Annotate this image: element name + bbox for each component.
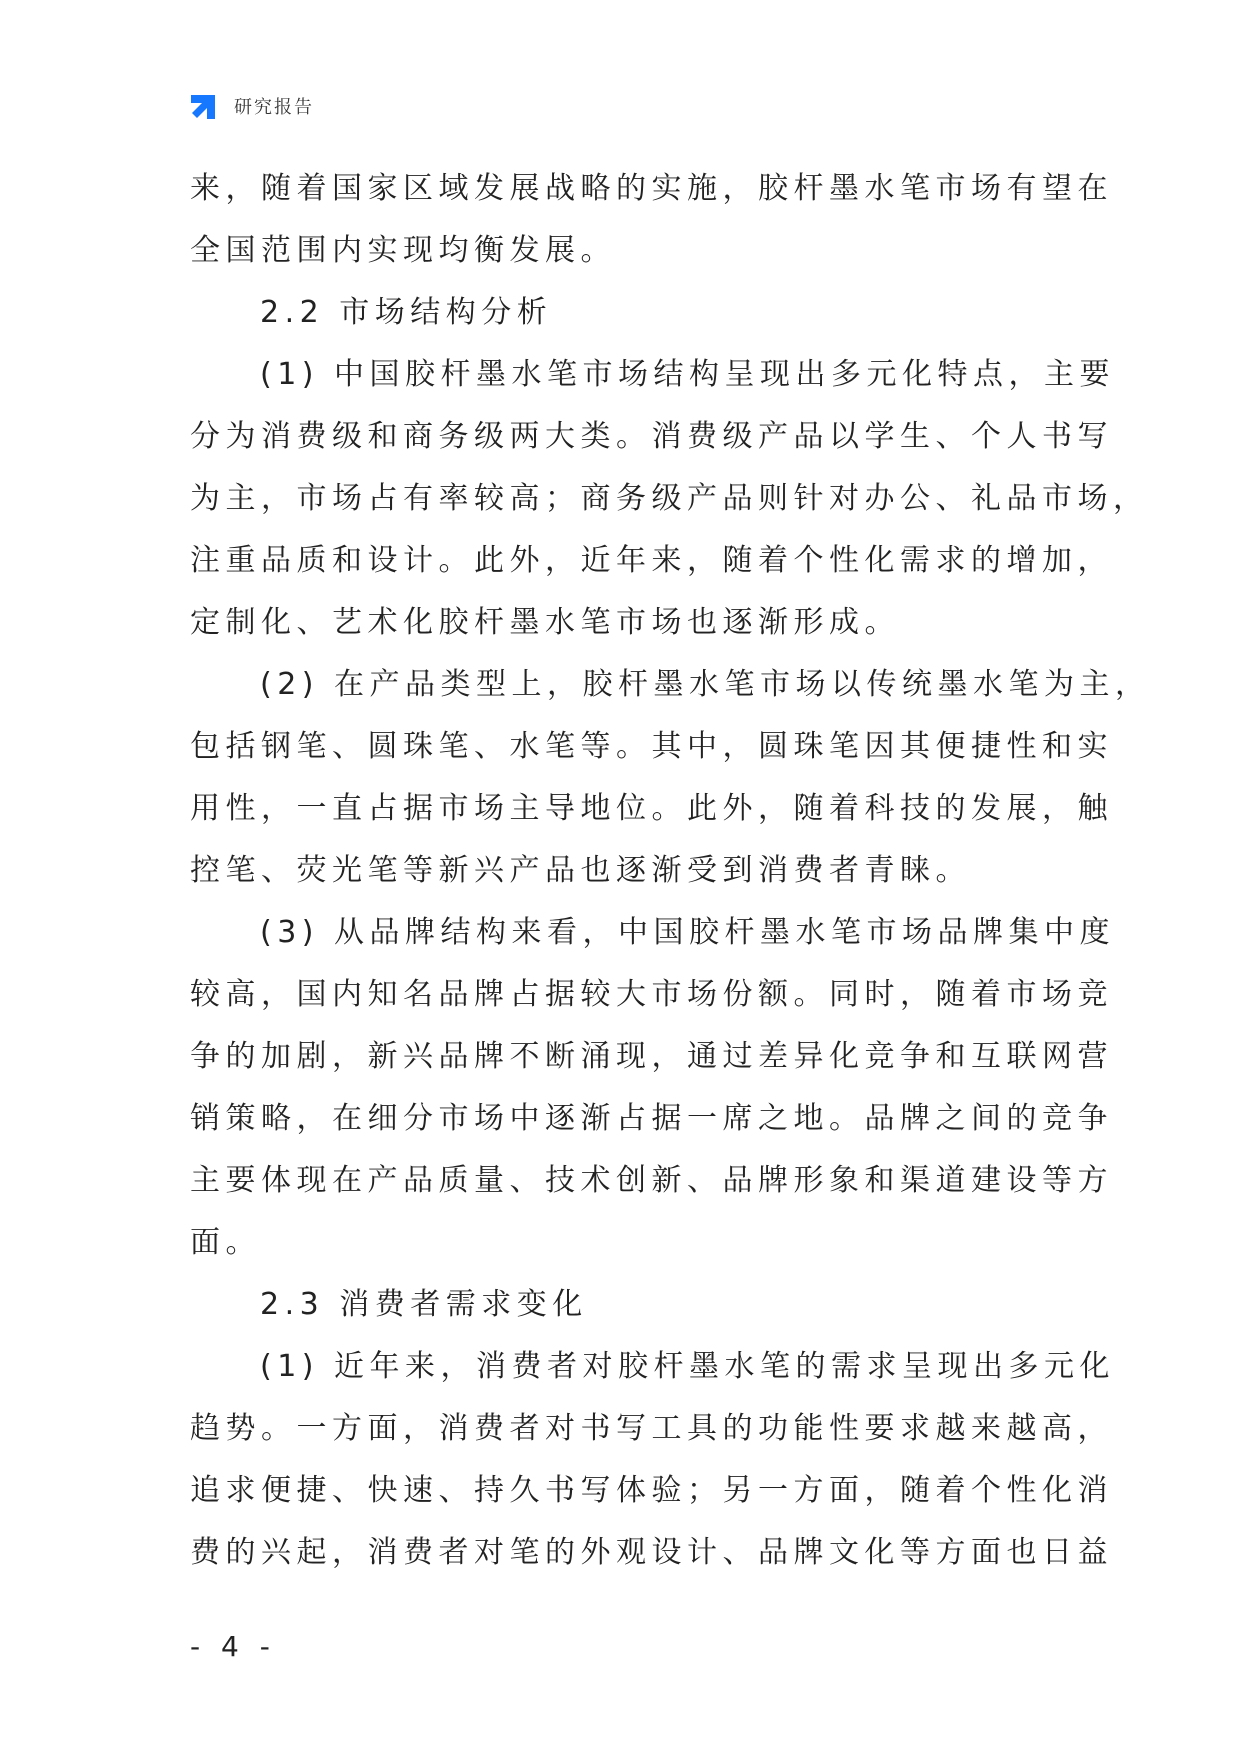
body-line: 控笔、荧光笔等新兴产品也逐渐受到消费者青睐。 [190,853,971,888]
body-line: 来，随着国家区域发展战略的实施，胶杆墨水笔市场有望在 [190,171,1113,206]
body-line: 主要体现在产品质量、技术创新、品牌形象和渠道建设等方 [190,1163,1113,1198]
body-line: 销策略，在细分市场中逐渐占据一席之地。品牌之间的竞争 [190,1101,1113,1136]
header-title: 研究报告 [234,97,314,118]
body-line: 面。 [190,1225,261,1260]
body-line: 定制化、艺术化胶杆墨水笔市场也逐渐形成。 [190,605,900,640]
body-line: 争的加剧，新兴品牌不断涌现，通过差异化竞争和互联网营 [190,1039,1113,1074]
body-line: (3) 从品牌结构来看，中国胶杆墨水笔市场品牌集中度 [260,915,1116,950]
body-line: 为主，市场占有率较高；商务级产品则针对办公、礼品市场， [190,481,1149,516]
page-header [188,88,314,124]
arrow-logo-icon [188,90,220,122]
body-line: 全国范围内实现均衡发展。 [190,233,616,268]
body-line: (2) 在产品类型上，胶杆墨水笔市场以传统墨水笔为主， [260,667,1151,702]
body-line: 包括钢笔、圆珠笔、水笔等。其中，圆珠笔因其便捷性和实 [190,729,1113,764]
body-line: (1) 中国胶杆墨水笔市场结构呈现出多元化特点，主要 [260,357,1116,392]
page-number: - 4 - [190,1630,276,1663]
body-line: 较高，国内知名品牌占据较大市场份额。同时，随着市场竞 [190,977,1113,1012]
section-heading: 2.2 市场结构分析 [260,295,553,330]
body-line: 追求便捷、快速、持久书写体验；另一方面，随着个性化消 [190,1473,1113,1508]
section-heading: 2.3 消费者需求变化 [260,1287,588,1322]
body-line: 注重品质和设计。此外，近年来，随着个性化需求的增加， [190,543,1113,578]
document-body [190,158,1151,1584]
body-line: 费的兴起，消费者对笔的外观设计、品牌文化等方面也日益 [190,1535,1113,1570]
body-line: 分为消费级和商务级两大类。消费级产品以学生、个人书写 [190,419,1113,454]
body-line: 趋势。一方面，消费者对书写工具的功能性要求越来越高， [190,1411,1113,1446]
body-line: 用性，一直占据市场主导地位。此外，随着科技的发展，触 [190,791,1113,826]
body-line: (1) 近年来，消费者对胶杆墨水笔的需求呈现出多元化 [260,1349,1116,1384]
